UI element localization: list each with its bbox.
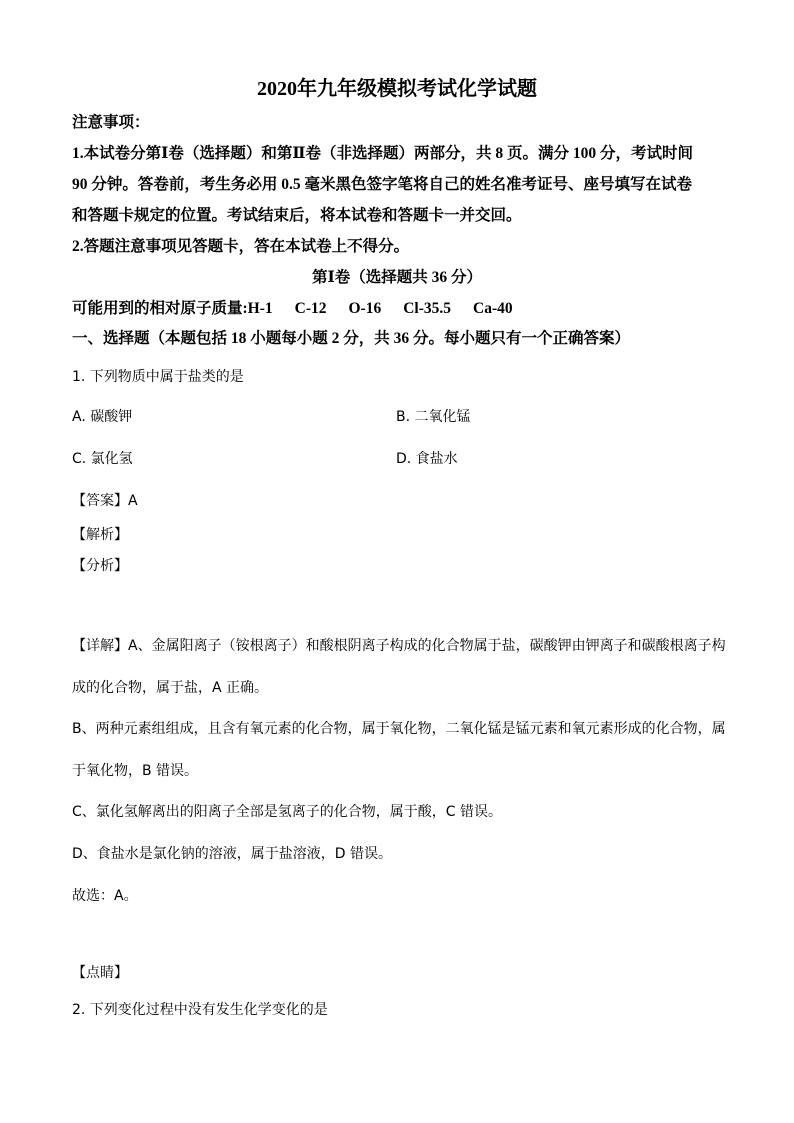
notice-heading: 注意事项： bbox=[72, 114, 150, 131]
atomic-mass-o: O-16 bbox=[348, 300, 382, 317]
question-1-detail-line-5: C、氯化氢解离出的阳离子全部是氢离子的化合物，属于酸，C 错误。 bbox=[72, 804, 502, 820]
volume-title: 第Ⅰ卷（选择题共 36 分） bbox=[311, 269, 482, 286]
question-1-stem: 1. 下列物质中属于盐类的是 bbox=[72, 369, 244, 385]
question-1-jiexi: 【解析】 bbox=[72, 527, 128, 543]
question-1-option-b: B. 二氧化锰 bbox=[396, 409, 471, 425]
question-2-stem: 2. 下列变化过程中没有发生化学变化的是 bbox=[72, 1002, 328, 1018]
question-1-dianjing: 【点睛】 bbox=[72, 965, 128, 981]
page-title: 2020年九年级模拟考试化学试题 bbox=[257, 78, 537, 100]
question-1-option-c: C. 氯化氢 bbox=[72, 451, 133, 467]
question-1-detail-line-6: D、食盐水是氯化钠的溶液，属于盐溶液，D 错误。 bbox=[72, 846, 393, 862]
question-1-detail-line-1: 【详解】A、金属阳离子（铵根离子）和酸根阴离子构成的化合物属于盐，碳酸钾由钾离子和碳酸根离子构 bbox=[72, 638, 726, 654]
atomic-masses-label: 可能用到的相对原子质量: bbox=[72, 300, 248, 317]
atomic-mass-ca: Ca-40 bbox=[473, 300, 513, 317]
notice-line-4: 2.答题注意事项见答题卡，答在本试卷上不得分。 bbox=[72, 238, 410, 255]
question-1-option-d: D. 食盐水 bbox=[396, 451, 458, 467]
question-1-option-a: A. 碳酸钾 bbox=[72, 409, 133, 425]
question-1-detail-line-2: 成的化合物，属于盐，A 正确。 bbox=[72, 680, 269, 696]
atomic-mass-c: C-12 bbox=[294, 300, 327, 317]
question-1-answer: 【答案】A bbox=[72, 493, 138, 509]
notice-line-2: 90 分钟。答卷前，考生务必用 0.5 毫米黑色签字笔将自己的姓名准考证号、座号填写在试卷 bbox=[72, 176, 693, 193]
question-1-fenxi: 【分析】 bbox=[72, 558, 128, 574]
section-title: 一、选择题（本题包括 18 小题每小题 2 分，共 36 分。每小题只有一个正确答案） bbox=[72, 330, 631, 347]
atomic-mass-cl: Cl-35.5 bbox=[403, 300, 452, 317]
notice-line-1: 1.本试卷分第Ⅰ卷（选择题）和第Ⅱ卷（非选择题）两部分，共 8 页。满分 100 分，考试时间 bbox=[72, 145, 693, 162]
question-1-detail-line-4: 于氧化物，B 错误。 bbox=[72, 763, 199, 779]
question-1-detail-line-3: B、两种元素组组成，且含有氧元素的化合物，属于氧化物，二氧化锰是锰元素和氧元素形成的化合物，属 bbox=[72, 721, 726, 737]
atomic-masses bbox=[72, 296, 513, 318]
notice-line-3: 和答题卡规定的位置。考试结束后，将本试卷和答题卡一并交回。 bbox=[72, 207, 522, 224]
question-1-detail-line-7: 故选：A。 bbox=[72, 888, 138, 904]
atomic-mass-h: H-1 bbox=[247, 300, 273, 317]
